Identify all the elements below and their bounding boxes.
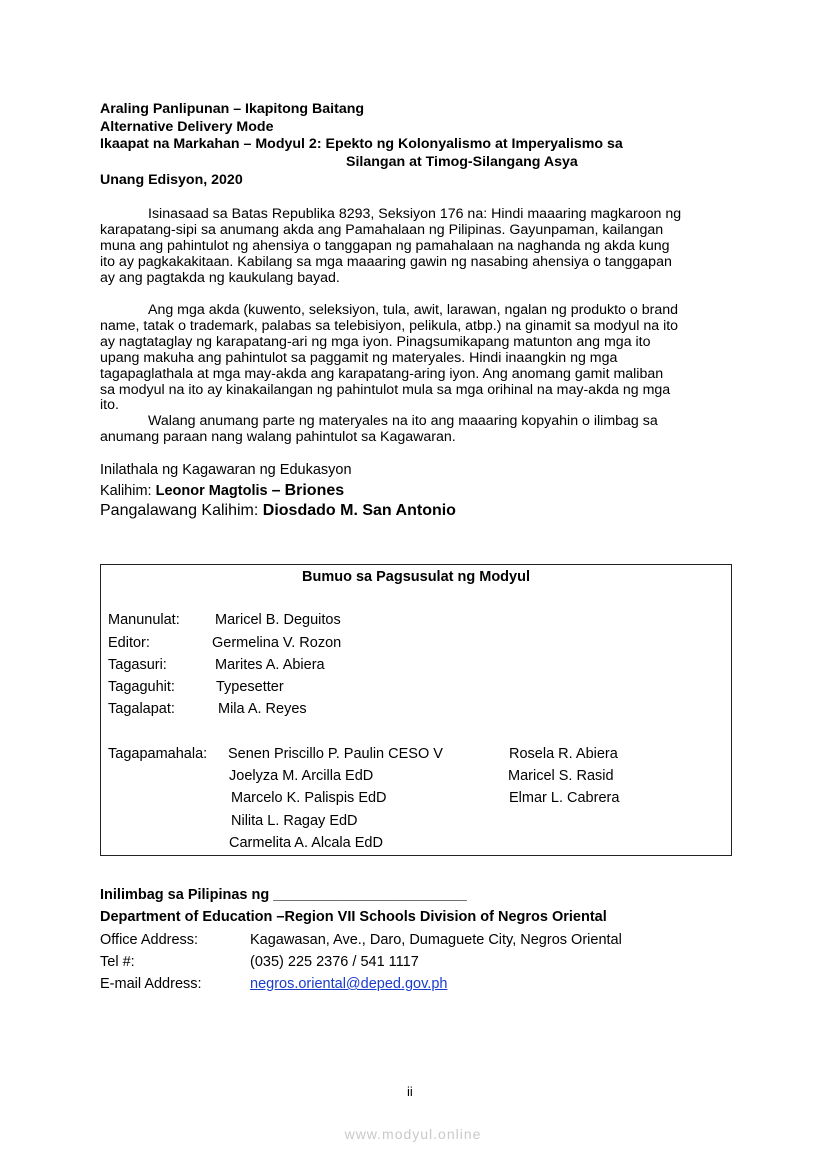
- office-label: Office Address:: [100, 932, 199, 948]
- management-label: Tagapamahala:: [108, 746, 208, 762]
- undersecretary-name: Diosdado M. San Antonio: [262, 502, 456, 519]
- layout-artist-name: Mila A. Reyes: [218, 701, 307, 717]
- paragraph-line: muna ang pahintulot ng ahensiya o tanggapan ng pamahalaan na naghanda ng akda kung: [100, 237, 670, 254]
- writer-label: Manunulat:: [108, 612, 180, 628]
- page-number: ii: [407, 1084, 413, 1099]
- module-title: Ikaapat na Markahan – Modyul 2: Epekto ng Kolonyalismo at Imperyalismo sa: [100, 136, 623, 152]
- editor-name: Germelina V. Rozon: [212, 635, 342, 651]
- email-label: E-mail Address:: [100, 976, 202, 992]
- copyright-paragraph-2: [100, 303, 728, 414]
- paragraph-line: name, tatak o trademark, palabas sa telebisiyon, pelikula, atbp.) na ginamit sa modyul na ito: [100, 317, 679, 334]
- reviewer-label: Tagasuri:: [108, 657, 167, 673]
- delivery-mode: Alternative Delivery Mode: [100, 119, 274, 135]
- writer-name: Maricel B. Deguitos: [215, 612, 341, 628]
- management-member: Joelyza M. Arcilla EdD: [229, 768, 374, 784]
- email-link[interactable]: negros.oriental@deped.gov.ph: [250, 976, 448, 992]
- undersecretary-label: Pangalawang Kalihim:: [100, 502, 259, 519]
- secretary-label: Kalihim:: [100, 483, 152, 499]
- paragraph-line: Walang anumang parte ng materyales na ito ang maaaring kopyahin o ilimbag sa: [148, 413, 658, 429]
- paragraph-line: sa modyul na ito ay kinakailangan ng pahintulot mula sa mga orihinal na may-akda ng mga: [100, 381, 671, 398]
- editor-label: Editor:: [108, 635, 150, 651]
- publisher-line: Inilathala ng Kagawaran ng Edukasyon: [100, 462, 352, 478]
- printed-in-line: Inilimbag sa Pilipinas ng ________________________: [100, 887, 467, 903]
- copyright-paragraph-3: [100, 414, 728, 446]
- paragraph-line: Isinasaad sa Batas Republika 8293, Seksiyon 176 na: Hindi maaaring magkaroon ng: [148, 206, 682, 222]
- management-member: Rosela R. Abiera: [509, 746, 618, 762]
- management-member: Marcelo K. Palispis EdD: [231, 790, 387, 806]
- paragraph-line: ay nagtataglay ng karapatang-ari ng mga iyon. Pinagsumikapang matunton ang mga ito: [100, 333, 651, 350]
- management-member: Elmar L. Cabrera: [509, 790, 620, 806]
- secretary-line: [100, 482, 344, 500]
- department-line: Department of Education –Region VII Schools Division of Negros Oriental: [100, 909, 607, 925]
- reviewer-name: Marites A. Abiera: [215, 657, 325, 673]
- management-member: Senen Priscillo P. Paulin CESO V: [228, 746, 443, 762]
- paragraph-line: ito.: [100, 397, 119, 414]
- tel-label: Tel #:: [100, 954, 135, 970]
- secretary-dash: –: [271, 482, 281, 499]
- paragraph-line: upang makuha ang pahintulot sa paggamit ng materyales. Hindi inaangkin ng mga: [100, 349, 618, 366]
- edition: Unang Edisyon, 2020: [100, 172, 243, 188]
- management-member: Maricel S. Rasid: [508, 768, 614, 784]
- tel-number: (035) 225 2376 / 541 1117: [250, 954, 419, 970]
- layout-artist-label: Tagalapat:: [108, 701, 175, 717]
- paragraph-line: ay ang pagtakda ng kaukulang bayad.: [100, 269, 340, 286]
- module-title-continued: Silangan at Timog-Silangang Asya: [346, 154, 578, 170]
- illustrator-name: Typesetter: [216, 679, 284, 695]
- paragraph-line: ito ay pagkakakitaan. Kabilang sa mga maaaring gawin ng nasabing ahensiya o tanggapan: [100, 253, 672, 270]
- subject-title: Araling Panlipunan – Ikapitong Baitang: [100, 101, 365, 117]
- credits-box: [100, 564, 732, 856]
- office-address: Kagawasan, Ave., Daro, Dumaguete City, Negros Oriental: [250, 932, 622, 948]
- paragraph-line: Ang mga akda (kuwento, seleksiyon, tula, awit, larawan, ngalan ng produkto o brand: [148, 302, 678, 318]
- paragraph-line: anumang paraan nang walang pahintulot sa Kagawaran.: [100, 428, 456, 445]
- credits-title: Bumuo sa Pagsusulat ng Modyul: [302, 569, 530, 585]
- secretary-surname: Briones: [284, 482, 345, 499]
- illustrator-label: Tagaguhit:: [108, 679, 175, 695]
- paragraph-line: tagapaglathala at mga may-akda ang karapatang-aring iyon. Ang anomang gamit maliban: [100, 365, 664, 382]
- paragraph-line: karapatang-sipi sa anumang akda ang Pamahalaan ng Pilipinas. Gayunpaman, kailangan: [100, 221, 664, 238]
- copyright-paragraph-1: [100, 207, 728, 287]
- management-member: Nilita L. Ragay EdD: [231, 813, 358, 829]
- management-member: Carmelita A. Alcala EdD: [229, 835, 383, 851]
- watermark: www.modyul.online: [344, 1126, 482, 1142]
- secretary-name: Leonor Magtolis: [155, 483, 268, 499]
- undersecretary-line: [100, 502, 456, 520]
